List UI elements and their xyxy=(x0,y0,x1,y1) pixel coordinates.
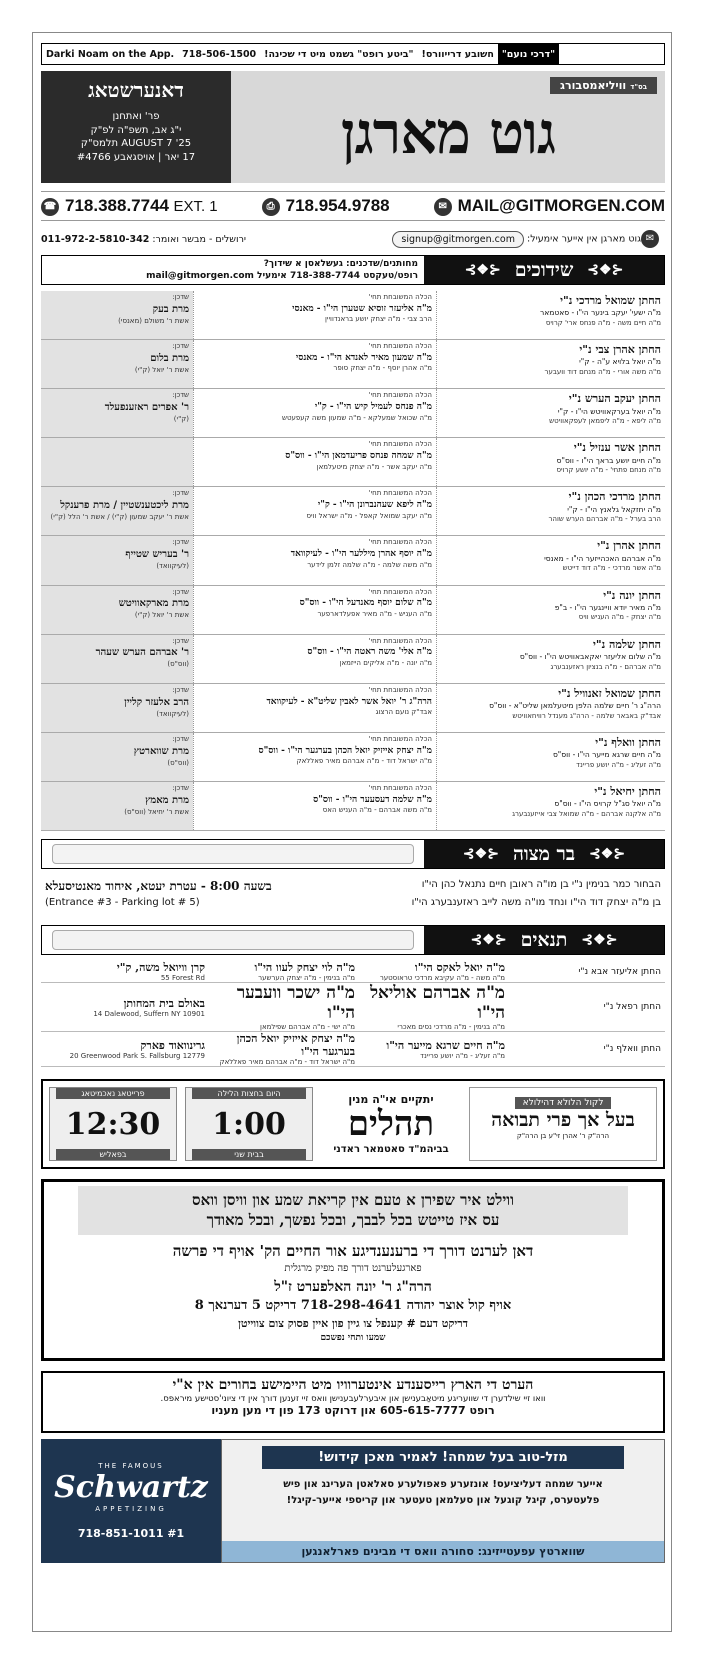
bride-father: מ"ה ישכר וועבער הי"ו xyxy=(236,983,355,1023)
occasion-title: בעל אך פרי תבואה xyxy=(491,1109,635,1131)
top-line1: "ביטע רופט" גשמט מיט די שכינה! xyxy=(264,48,414,60)
groom-name: החתן אשר ענזיל נ"י xyxy=(573,441,661,455)
bride-father: מ"ה שלום יוסף מאנדעל הי"ו - ווס"ס xyxy=(299,598,432,609)
tehillim-title: תהלים xyxy=(347,1104,435,1145)
bride-father: מ"ה יצחק אייזיק יואל הכהן בערגער הי"ו - ווס"ס xyxy=(258,745,432,756)
shiur-l2: פארגעלערנט דורך פה מפיק מרגלית xyxy=(284,1263,422,1275)
place-badge xyxy=(550,77,657,94)
bride-father: מ"ה אלי' משה ראטה הי"ו - ווס"ס xyxy=(307,647,432,658)
venue-cell xyxy=(41,961,205,982)
bm-time-place: בשעה 8:00 - עטרת יעטא, איחוד מאנטיסעלא xyxy=(45,879,272,893)
time2-bottom: בבית שני xyxy=(192,1149,305,1160)
groom-name: החתן יונה נ"י xyxy=(603,588,661,602)
fax-icon: ⎙ xyxy=(262,198,280,216)
ornament-icon: ⊰❖⊱ xyxy=(581,932,618,948)
bride-cell xyxy=(193,733,437,781)
bride-label: הכלה המשובחת תחי' xyxy=(368,489,432,498)
phone-fax[interactable]: 718.954.9788 xyxy=(285,196,390,215)
bride-cell xyxy=(193,536,437,584)
shadchan-cell xyxy=(41,733,193,781)
tenoim-row xyxy=(41,1032,665,1067)
bride-cell xyxy=(193,635,437,683)
shadchan-detail: אשת ר' משולם (מאנסי) xyxy=(118,316,189,325)
bsd-mark: בס"ד xyxy=(630,83,647,91)
shiur-l3: הרה"ג ר' יונה האלפערט ז"ל xyxy=(274,1278,432,1295)
shidduchim-title-box xyxy=(424,256,664,284)
shadchan-label: שדכן: xyxy=(172,489,189,498)
ad-headline: מזל-טוב בעל שמחה! לאמיר מאכן קידוש! xyxy=(262,1446,624,1469)
app-phone: 718-506-1500 xyxy=(182,48,257,60)
top-banner xyxy=(41,43,665,65)
bride-label: הכלה המשובחת תחי' xyxy=(368,342,432,351)
bride-grandfathers: אבד"ק נועם הרצוג xyxy=(375,708,432,717)
shadchan-name: ר' אברהם הערש שעהר xyxy=(95,647,189,659)
bride-cell xyxy=(193,389,437,437)
venue-address: 55 Forest Rd xyxy=(160,974,205,982)
shadchan-cell xyxy=(41,635,193,683)
shidduch-row xyxy=(41,487,665,536)
brand-label: "דרכי נועם" xyxy=(498,44,559,64)
groom-grandfathers: מ"ה אברהם - מ"ה בנציון ראזענבערג xyxy=(550,662,661,671)
groom-name: החתן וואלף נ"י xyxy=(595,735,661,749)
groom-cell xyxy=(437,291,665,339)
notice-l2: וואו זיי שילדערן די שוועריגע מיטאַבענישן און איבערלעבענישן וואס זיי זענען דורך אין די ציוני'סטישע מיראפס. xyxy=(160,1394,546,1404)
bride-grandfathers: מ"ה ישראל דוד - מ"ה אברהם מאיר פאללאק xyxy=(219,1058,355,1066)
shadchan-name: מרת בלום xyxy=(150,352,189,364)
tehillim-occasion xyxy=(469,1087,657,1161)
interview-notice xyxy=(41,1371,665,1433)
shadchan-cell xyxy=(41,487,193,535)
shidduch-row xyxy=(41,389,665,438)
shiur-l6: שמעו ותחי נפשכם xyxy=(320,1332,386,1343)
shiur-l4[interactable]: אויף קול אוצר יהודה 718-298-4641 דריקט 5 דערנאך 8 xyxy=(194,1298,512,1314)
groom-father: מ"ה חיים שרגא מייער הי"ו xyxy=(386,1038,505,1052)
groom-cell xyxy=(437,684,665,732)
bride-grandfathers: הרב צבי - מ"ה יצחק יושע בראנדוויין xyxy=(325,315,432,324)
logo-area xyxy=(231,71,665,183)
venue: גרינוואוד פארק xyxy=(140,1038,205,1052)
bar-mitzvah-title-box xyxy=(424,840,664,868)
groom-grandfathers: מ"ה זעליג - מ"ה יושע פריינד xyxy=(576,760,661,769)
bride-cell xyxy=(193,340,437,388)
groom-name: החתן מרדכי הכהן נ"י xyxy=(568,490,661,504)
groom-name: החתן אהרן צבי נ"י xyxy=(579,343,661,357)
time2: 1:00 xyxy=(212,1106,286,1142)
groom: החתן אליעזר אבא נ"י xyxy=(578,966,661,977)
ad-footer: שווארטץ עפעטייזינג: סחורה וואס די מבינים פארלאנגען xyxy=(222,1541,664,1562)
groom-cell xyxy=(437,487,665,535)
shadchan-label: שדכן: xyxy=(172,293,189,301)
tenoim-blank xyxy=(52,930,414,950)
shadchan-cell xyxy=(41,586,193,634)
shadchan-cell xyxy=(41,291,193,339)
ad-b2: פלעטערס, קיגל קוגעל און סעלמאן טעטער און קריספי אייער-קיגל! xyxy=(286,1495,600,1506)
shidduch-row xyxy=(41,536,665,585)
bride-grandfathers: מ"ה בנימין - מ"ה יצחק הערשער xyxy=(258,974,355,982)
groom-father: הרה"ג ר' חיים שלמה הלפן מיטעלמאן שליט"א - ווס"ס xyxy=(489,701,661,711)
shidduchim-table xyxy=(41,291,665,831)
groom-cell xyxy=(437,536,665,584)
shidduch-row xyxy=(41,291,665,340)
bride-label: הכלה המשובחת תחי' xyxy=(368,685,432,694)
shiur-h2: עס איז טייטש בכל לבבך, ובכל נפשך, ובכל מאודך xyxy=(206,1211,500,1230)
page xyxy=(32,32,672,1632)
occasion-sub: הרה"ק ר' אהרן זי"ע בן הרה"ק xyxy=(516,1132,610,1140)
shidduch-row xyxy=(41,438,665,487)
groom-grandfathers: אבד"ק באבאר שלמה - הרה"ג מענדל רוויחאוויטש xyxy=(512,711,661,720)
shadchan-label: שדכן: xyxy=(172,342,189,351)
email-address[interactable]: MAIL@GITMORGEN.COM xyxy=(457,196,665,215)
tenoim-title: תנאים xyxy=(520,928,568,951)
place-name: וויליאמסבורג xyxy=(560,79,627,92)
shidduch-row xyxy=(41,340,665,389)
bride-grandfathers: מ"ה יעקב אשר - מ"ה יצחק מיטעלמאן xyxy=(316,462,432,471)
venue: באולם בית המחותן xyxy=(123,996,205,1010)
shidduchim-header xyxy=(41,255,665,285)
groom-father: מ"ה יחזקאל גלאנץ הי"ו - ק"י xyxy=(567,504,661,514)
contact-bar-2 xyxy=(41,227,665,251)
bride-cell xyxy=(193,487,437,535)
tehillim-location: בביהמ"ד סאטמאר ראדני xyxy=(333,1143,449,1155)
ad-b1: אייער שמחה דעליציעס! אונזערע פאפולערע סאלאטן הערינג און פיש xyxy=(283,1479,603,1490)
tenoim-title-box xyxy=(424,926,664,954)
top-line2: חשובע דרייוורס! xyxy=(421,48,494,60)
groom-father: מ"ה ישעי' יעקב בינער הי"ו - סאטמאר xyxy=(539,308,661,318)
groom: החתן רפאל נ"י xyxy=(603,1002,661,1012)
shadchan-name: מרת מארקאוויטש xyxy=(118,598,189,610)
shadchan-cell xyxy=(41,684,193,732)
shadchan-detail: (ווס"ס) xyxy=(167,660,189,669)
groom-grandfathers: מ"ה חיים משה - מ"ה פנחס ארי' קרויס xyxy=(545,318,661,327)
date-box xyxy=(41,71,231,183)
shadchan-name: ר' אפרים ראזענפעלד xyxy=(104,401,189,413)
shadchan-detail: (ווס"ס) xyxy=(167,758,189,767)
ad-text xyxy=(221,1439,665,1563)
groom-cell xyxy=(437,438,665,486)
bar-mitzvah-entry xyxy=(41,875,665,913)
venue-address: 20 Greenwood Park S. Fallsburg 12779 xyxy=(69,1051,205,1060)
intl-label: ירושלים - מבשר ואומר: xyxy=(152,233,247,245)
shidduch-row xyxy=(41,733,665,782)
groom-grandfathers: מ"ה בנימין - מ"ה מרדכי נסים מאכרי xyxy=(397,1023,505,1031)
bride-father: מ"ה יצחק אייזיק יואל הכהן בערגער הי"ו xyxy=(236,1032,355,1058)
groom-cell xyxy=(437,635,665,683)
shadchan-label: שדכן: xyxy=(172,538,189,547)
shidduch-row xyxy=(41,782,665,831)
shadchan-name: מרת מאמץ xyxy=(145,794,189,806)
ornament-icon: ⊰❖⊱ xyxy=(462,846,499,862)
logo-top: THE FAMOUS xyxy=(98,1462,164,1470)
venue: קרן וויואל משה, ק"י xyxy=(116,961,205,974)
groom-cell xyxy=(437,389,665,437)
shadchan-label: שדכן: xyxy=(172,783,189,792)
groom-cell xyxy=(437,586,665,634)
phone-main[interactable]: 718.388.7744 xyxy=(65,196,169,215)
logo-name: Schwartz xyxy=(54,1470,208,1505)
tehillim-center xyxy=(321,1093,461,1154)
time-box-1 xyxy=(49,1087,177,1161)
bride-father: מ"ה שמעון מאיר לאנדא הי"ו - מאנסי xyxy=(295,352,432,363)
schwartz-ad xyxy=(41,1439,665,1563)
shadchan-cell xyxy=(41,340,193,388)
shadchan-cell xyxy=(41,389,193,437)
tenoim-row xyxy=(41,961,665,983)
shadchan-name: מרת בעק xyxy=(152,303,189,315)
signup-label: גוט מארגן אין אייער אימעיל: xyxy=(527,233,641,245)
shidduchim-title: שידוכים xyxy=(514,258,574,281)
bride-father: מ"ה ליפא שעהנברונן הי"ו - ק"י xyxy=(317,500,432,511)
groom-father: מ"ה יואל לאקס הי"ו xyxy=(414,961,505,974)
bar-mitzvah-header xyxy=(41,839,665,869)
groom-father: מ"ה יואל בערקאוויטש הי"ו - ק"י xyxy=(557,406,661,416)
shadchan-label: שדכן: xyxy=(172,636,189,645)
shiur-l5: דריקט דעם # קענפל צו גיין פון איין פסוק צום צווייטן xyxy=(238,1316,468,1330)
shiur-h1: ווילט איר שפירן א טעם אין קריאת שמע און וויסן וואס xyxy=(192,1191,514,1209)
logo-bottom: APPETIZING xyxy=(95,1505,167,1513)
shadchan-cell xyxy=(41,782,193,830)
bride-grandfathers: מ"ה משה שלמה - מ"ה שלמה זלמן לידער xyxy=(307,560,432,569)
groom-father-cell xyxy=(355,961,505,982)
groom-grandfathers: מ"ה זעליג - מ"ה יושע פריינד xyxy=(420,1051,505,1060)
bride-father-cell xyxy=(205,961,355,982)
notice-l1: הערט די הארץ רייסענדע אינטערוויו מיט היימישע בחורים אין א"י xyxy=(172,1377,534,1393)
groom-grandfathers: מ"ה מנחם פתחי' - מ"ה יושע קרויס xyxy=(556,466,661,475)
groom-name: החתן שלמה נ"י xyxy=(593,637,661,651)
bride-father-cell xyxy=(205,1032,355,1066)
groom-grandfathers: מ"ה אשר מרדכי - מ"ה דוד דייטש xyxy=(562,564,661,573)
shadchan-detail: אשת ר' יואל (ק"י) xyxy=(134,365,189,374)
bride-label: הכלה המשובחת תחי' xyxy=(368,391,432,400)
bride-label: הכלה המשובחת תחי' xyxy=(368,734,432,743)
groom-grandfathers: מ"ה משה אורי - מ"ה מנחם דוד וועבער xyxy=(544,367,661,376)
bar-mitzvah-title: בר מצוה xyxy=(512,842,576,865)
bm-line2: בן מ"ה יצחק דוד הי"ו ונחד מו"ה משה לייב ראזענבערג הי"ו xyxy=(411,897,661,908)
shadchan-detail: (לעיקוואד) xyxy=(156,562,189,571)
shiur-l1: דאן לערנט דורך די ברענענדיגע אור החיים הק' אויף די פרשה xyxy=(172,1241,534,1260)
ornament-icon: ⊰❖⊱ xyxy=(470,932,507,948)
english-date: AUGUST 7 '25 תלמס"ק xyxy=(80,138,192,149)
bride-grandfathers: מ"ה יעקב שמואל קאפל - מ"ה ישראל וויס xyxy=(306,511,432,520)
shadchan-detail: אשת ר' יואל (ק"י) xyxy=(134,611,189,620)
shadchan-label: שדכן: xyxy=(172,734,189,743)
schwartz-logo xyxy=(41,1439,221,1563)
groom-father: מ"ה מאיר יודא וויינגער הי"ו - ב"פ xyxy=(554,602,661,612)
bar-mitzvah-blank xyxy=(52,844,414,864)
occasion-label: לקול הלולא דהילולא xyxy=(515,1097,612,1109)
shadchan-detail: אשת ר' יחיאל (ווס"ס) xyxy=(124,807,189,816)
ad-body xyxy=(222,1475,664,1541)
bm-entrance: (Entrance #3 - Parking lot # 5) xyxy=(45,897,200,908)
bride-father: מ"ה פנחס לעמיל קיש הי"ו - ק"י xyxy=(314,401,432,412)
groom-grandfathers: מ"ה יצחק - מ"ה העניש וויס xyxy=(578,613,661,622)
bride-grandfathers: מ"ה משה אברהם - מ"ה העניש האס xyxy=(322,806,432,815)
shadchan-name: מרת ליכטענשטיין / מרת פרענקל xyxy=(60,500,189,512)
shadchan-name: הרב אלעזר קליין xyxy=(124,696,189,708)
bride-label: הכלה המשובחת תחי' xyxy=(368,587,432,596)
tehillim-box xyxy=(41,1079,665,1169)
shiur-ad xyxy=(41,1179,665,1361)
parsha: פר' ואתחנן xyxy=(112,111,160,122)
bride-cell xyxy=(193,438,437,486)
bride-label: הכלה המשובחת תחי' xyxy=(368,440,432,449)
groom-cell xyxy=(437,733,665,781)
venue-cell xyxy=(41,997,205,1018)
ornament-icon: ⊰❖⊱ xyxy=(587,262,624,278)
venue-address: 14 Dalewood, Suffern NY 10901 xyxy=(93,1009,205,1018)
mail-icon: ✉ xyxy=(434,198,452,216)
groom-cell xyxy=(437,340,665,388)
bride-grandfathers: מ"ה יונה - מ"ה אליקים הייזמאן xyxy=(339,659,432,668)
groom-grandfathers: מ"ה משה - מ"ה עקיבא מרדכי טראוסטער xyxy=(379,974,505,982)
groom-name: החתן יעקב הערש נ"י xyxy=(568,392,661,406)
note-line1: מחותנים/שדכנים: געשלאסן א שידוך? xyxy=(263,259,418,269)
groom-father: מ"ה חיים שרגא מייער הי"ו - ווס"ס xyxy=(552,750,661,760)
groom-father: מ"ה חיים יושע בראך הי"ו - ווס"ס xyxy=(556,455,661,465)
groom-name: החתן שמואל מרדכי נ"י xyxy=(560,294,661,307)
shadchan-label: שדכן: xyxy=(172,391,189,400)
bride-father: מ"ה שמחה פנחס פריעדמאן הי"ו - ווס"ס xyxy=(285,451,432,462)
signup-email[interactable]: signup@gitmorgen.com xyxy=(392,231,524,248)
masthead xyxy=(41,71,665,183)
time1-top: פרייטאג נאכמיטאג xyxy=(56,1088,169,1099)
bride-grandfathers: מ"ה ישראל דוד - מ"ה אברהם מאיר פאללאק xyxy=(296,757,432,766)
time1: 12:30 xyxy=(65,1106,161,1142)
shidduch-row xyxy=(41,684,665,733)
groom-name: החתן אהרן נ"י xyxy=(597,539,661,553)
app-line: Darki Noam on the App. xyxy=(46,48,175,60)
bride-cell xyxy=(193,782,437,830)
groom-father-cell xyxy=(355,983,505,1031)
shiur-headline xyxy=(78,1186,628,1235)
bride-cell xyxy=(193,684,437,732)
bride-cell xyxy=(193,586,437,634)
shadchan-detail: (ק"י) xyxy=(173,414,189,423)
groom-grandfathers: מ"ה ליפא - מ"ה ליפמאן לעפקאוויטש xyxy=(549,417,661,426)
hebrew-date: י"ג אב, תשפ"ה לפ"ק xyxy=(90,124,182,136)
bride-label: הכלה המשובחת תחי' xyxy=(368,293,432,301)
bride-cell xyxy=(193,291,437,339)
shadchan-cell xyxy=(41,536,193,584)
tenoim-header xyxy=(41,925,665,955)
issue-number: 17 יאר | אויסגאבע #4766 xyxy=(76,151,196,163)
ornament-icon: ⊰❖⊱ xyxy=(464,262,501,278)
shidduchim-note xyxy=(42,256,424,284)
contact-bar xyxy=(41,191,665,221)
bride-father: מ"ה יוסף אהרן מיללער הי"ו - לעיקוואד xyxy=(290,549,432,560)
groom-father: מ"ה יואל סג"ל קרויס הי"ו - ווס"ס xyxy=(554,799,661,809)
signup-icon: ✉ xyxy=(641,230,659,248)
time2-top: היום בחצות הלילה xyxy=(192,1088,305,1099)
bride-grandfathers: מ"ה ישי - מ"ה אברהם שפילמאן xyxy=(260,1023,355,1031)
groom-grandfathers: מ"ה אלקנה אברהם - מ"ה שמואל צבי אייזענבערג xyxy=(512,809,661,818)
bride-grandfathers: מ"ה העניש - מ"ה מאיר אפעלדארפער xyxy=(317,609,432,618)
bride-grandfathers: מ"ה אהרן יוסף - מ"ה יצחק סופר xyxy=(333,364,432,373)
tenoim-table xyxy=(41,961,665,1065)
venue-cell xyxy=(41,1039,205,1060)
bride-label: הכלה המשובחת תחי' xyxy=(368,783,432,792)
phone-icon: ☎ xyxy=(41,198,59,216)
groom-name: החתן שמואל זאנוויל נ"י xyxy=(558,686,661,700)
bride-grandfathers: מ"ה שכואל שמעלקא - מ"ה שמעון משה קעפעטש xyxy=(282,413,432,422)
ad-phone[interactable]: 718-851-1011 #1 xyxy=(77,1527,185,1540)
shadchan-detail: (לעיקוואד) xyxy=(156,709,189,718)
groom-father: מ"ה יואל בלויא ע"ה - ק"י xyxy=(579,357,661,367)
groom-grandfathers: הרב בערל - מ"ה אברהם הערש שוהר xyxy=(548,515,661,524)
time-box-2 xyxy=(185,1087,313,1161)
shadchan-name: ר' בעריש שטייף xyxy=(125,549,189,561)
shadchan-detail: אשת ר' יעקב שמעון (ק"י) / אשת ר' הלל (ק"י) xyxy=(50,513,189,522)
groom-father-cell xyxy=(355,1039,505,1060)
tenoim-row xyxy=(41,983,665,1032)
shadchan-cell xyxy=(41,438,193,486)
phone-ext: EXT. 1 xyxy=(173,198,218,215)
shadchan-label: שדכן: xyxy=(172,685,189,694)
tehillim-line1: יתקיים אי"ה מנין xyxy=(348,1093,434,1107)
groom-father: מ"ה שלום אליעזר יאקאבאוויטש הי"ו - ווס"ס xyxy=(519,652,661,662)
newspaper-title: גוט מארגן xyxy=(340,99,556,167)
bride-label: הכלה המשובחת תחי' xyxy=(368,636,432,645)
bride-father: מ"ה לוי יצחק לעוו הי"ו xyxy=(254,961,355,974)
notice-l3[interactable]: רופט 605-615-7777 און דרוקט 173 פון די מען מעניו xyxy=(211,1404,495,1417)
groom-cell xyxy=(437,782,665,830)
bride-father: הרה"ג ר' יואל אשר לאבין שליט"א - לעיקוואד xyxy=(266,696,432,707)
bride-father: מ"ה שלמה דעסעער הי"ו - ווס"ס xyxy=(313,794,432,805)
groom: החתן וואלף נ"י xyxy=(603,1044,661,1054)
note-line2: רופט/טעקסט 718-388-7744 אימעיל mail@gitmorgen.com xyxy=(146,271,418,282)
bride-father: מ"ה אליעזר זוסיא שטערן הי"ו - מאנסי xyxy=(292,303,432,314)
groom-father: מ"ה אברהם אוליאל הי"ו xyxy=(370,983,505,1023)
shidduch-row xyxy=(41,586,665,635)
bride-label: הכלה המשובחת תחי' xyxy=(368,538,432,547)
groom-father: מ"ה אברהם האכהייזער הי"ו - מאנסי xyxy=(544,553,661,563)
shadchan-name: מרת שווארטץ xyxy=(133,745,189,757)
ornament-icon: ⊰❖⊱ xyxy=(589,846,626,862)
bride-father-cell xyxy=(205,983,355,1031)
weekday: דאנערשטאג xyxy=(88,78,184,102)
time1-bottom: בפאליש xyxy=(56,1149,169,1160)
groom-name: החתן יחיאל נ"י xyxy=(594,784,661,798)
intl-phone[interactable]: 011-972-2-5810-342 xyxy=(41,233,150,245)
shidduch-row xyxy=(41,635,665,684)
shadchan-label: שדכן: xyxy=(172,587,189,596)
bm-line1: הבחור כמר בנימין נ"י בן מו"ה ראובן חיים נתנאל כהן הי"ו xyxy=(421,879,661,890)
